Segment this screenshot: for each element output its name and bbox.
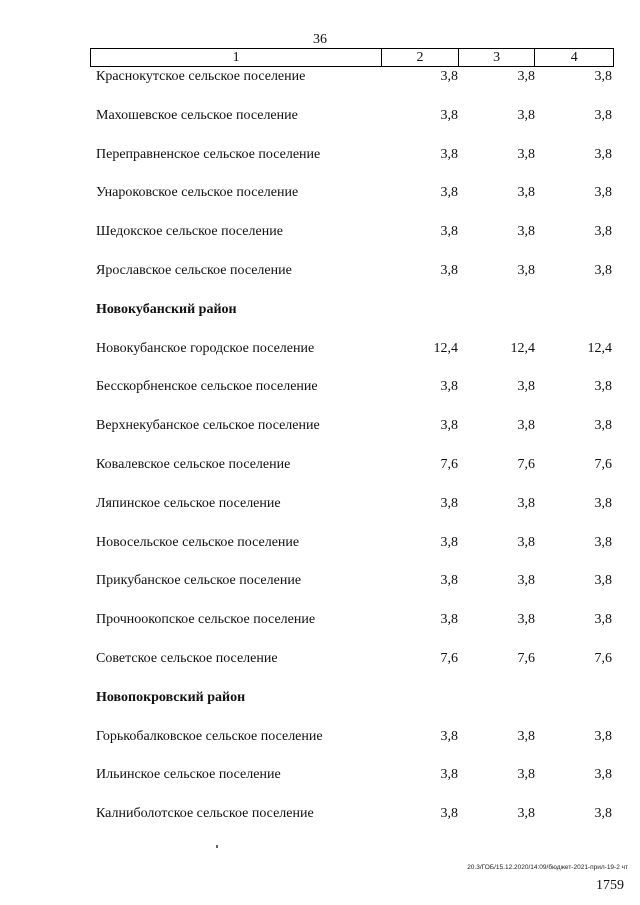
table-row [0, 377, 640, 416]
value-cell-col2: 3,8 [440, 379, 458, 395]
value-cell-col3: 3,8 [517, 379, 535, 395]
table-row [0, 106, 640, 145]
table-row [0, 455, 640, 494]
value-cell-col3: 3,8 [517, 107, 535, 123]
scan-speck [216, 845, 218, 848]
value-cell-col2: 3,8 [440, 224, 458, 240]
settlement-name: Калниболотское сельское поселение [96, 806, 314, 822]
value-cell-col4: 3,8 [594, 379, 612, 395]
settlement-name: Ляпинское сельское поселение [96, 495, 281, 511]
value-cell-col2: 3,8 [440, 262, 458, 278]
table-row [0, 261, 640, 300]
value-cell-col2: 3,8 [440, 573, 458, 589]
value-cell-col4: 3,8 [594, 806, 612, 822]
value-cell-col2: 3,8 [440, 806, 458, 822]
value-cell-col3: 3,8 [517, 534, 535, 550]
settlement-name: Новокубанское городское поселение [96, 340, 315, 356]
value-cell-col4: 3,8 [594, 534, 612, 550]
settlement-name: Прикубанское сельское поселение [96, 573, 302, 589]
settlement-name: Бесскорбненское сельское поселение [96, 379, 318, 395]
value-cell-col3: 7,6 [517, 456, 535, 472]
value-cell-col4: 7,6 [594, 650, 612, 666]
value-cell-col2: 3,8 [440, 146, 458, 162]
district-name: Новопокровский район [96, 689, 246, 705]
value-cell-col3: 3,8 [517, 69, 535, 84]
value-cell-col2: 3,8 [440, 612, 458, 628]
document-code: 20.3/ГОБ/15.12.2020/14:09/бюджет-2021-прил-19-2 чт [467, 864, 628, 871]
value-cell-col4: 7,6 [594, 456, 612, 472]
settlement-name: Ярославское сельское поселение [96, 262, 292, 278]
footer-page-number: 1759 [596, 878, 624, 893]
settlement-name: Новосельское сельское поселение [96, 534, 300, 550]
table-row [0, 494, 640, 533]
value-cell-col3: 3,8 [517, 612, 535, 628]
district-name: Новокубанский район [96, 301, 237, 317]
value-cell-col4: 3,8 [594, 767, 612, 783]
settlement-name: Прочноокопское сельское поселение [96, 612, 316, 628]
value-cell-col4: 3,8 [594, 612, 612, 628]
value-cell-col2: 7,6 [440, 456, 458, 472]
column-header-4: 4 [535, 49, 614, 67]
table-header [90, 48, 614, 67]
table-row [0, 571, 640, 610]
table-row [0, 610, 640, 649]
settlement-name: Переправненское сельское поселение [96, 146, 321, 162]
value-cell-col3: 3,8 [517, 806, 535, 822]
settlement-name: Горькобалковское сельское поселение [96, 728, 323, 744]
value-cell-col2: 3,8 [440, 69, 458, 84]
value-cell-col4: 3,8 [594, 107, 612, 123]
table-row [0, 649, 640, 688]
table-row [0, 183, 640, 222]
table-body [0, 67, 640, 843]
table-row [0, 533, 640, 572]
value-cell-col2: 3,8 [440, 767, 458, 783]
table-row [0, 765, 640, 804]
value-cell-col3: 3,8 [517, 728, 535, 744]
settlement-name: Краснокутское сельское поселение [96, 69, 306, 84]
value-cell-col4: 3,8 [594, 418, 612, 434]
column-header-1: 1 [91, 49, 382, 67]
value-cell-col4: 3,8 [594, 262, 612, 278]
table-row [0, 67, 640, 106]
value-cell-col2: 3,8 [440, 534, 458, 550]
table-row [0, 339, 640, 378]
value-cell-col4: 12,4 [587, 340, 612, 356]
value-cell-col3: 3,8 [517, 262, 535, 278]
column-header-2: 2 [382, 49, 459, 67]
value-cell-col4: 3,8 [594, 185, 612, 201]
value-cell-col3: 3,8 [517, 573, 535, 589]
settlement-name: Ковалевское сельское поселение [96, 456, 291, 472]
table-row [0, 416, 640, 455]
value-cell-col2: 3,8 [440, 418, 458, 434]
settlement-name: Шедокское сельское поселение [96, 224, 283, 240]
value-cell-col2: 3,8 [440, 495, 458, 511]
section-heading-row [0, 300, 640, 339]
page-number: 36 [313, 32, 327, 47]
table-row [0, 222, 640, 261]
value-cell-col2: 3,8 [440, 185, 458, 201]
value-cell-col3: 3,8 [517, 418, 535, 434]
value-cell-col4: 3,8 [594, 224, 612, 240]
settlement-name: Унароковское сельское поселение [96, 185, 299, 201]
value-cell-col2: 3,8 [440, 728, 458, 744]
value-cell-col4: 3,8 [594, 69, 612, 84]
value-cell-col3: 3,8 [517, 224, 535, 240]
value-cell-col2: 3,8 [440, 107, 458, 123]
value-cell-col2: 7,6 [440, 650, 458, 666]
table-row [0, 145, 640, 184]
value-cell-col3: 3,8 [517, 146, 535, 162]
value-cell-col4: 3,8 [594, 728, 612, 744]
settlement-name: Ильинское сельское поселение [96, 767, 281, 783]
value-cell-col4: 3,8 [594, 495, 612, 511]
section-heading-row [0, 688, 640, 727]
settlement-name: Советское сельское поселение [96, 650, 278, 666]
value-cell-col3: 3,8 [517, 767, 535, 783]
column-header-3: 3 [458, 49, 535, 67]
table-row [0, 804, 640, 843]
table-row [0, 727, 640, 766]
value-cell-col2: 12,4 [433, 340, 458, 356]
settlement-name: Махошевское сельское поселение [96, 107, 298, 123]
value-cell-col3: 12,4 [510, 340, 535, 356]
value-cell-col4: 3,8 [594, 146, 612, 162]
value-cell-col3: 3,8 [517, 495, 535, 511]
value-cell-col3: 3,8 [517, 185, 535, 201]
value-cell-col3: 7,6 [517, 650, 535, 666]
settlement-name: Верхнекубанское сельское поселение [96, 418, 320, 434]
value-cell-col4: 3,8 [594, 573, 612, 589]
